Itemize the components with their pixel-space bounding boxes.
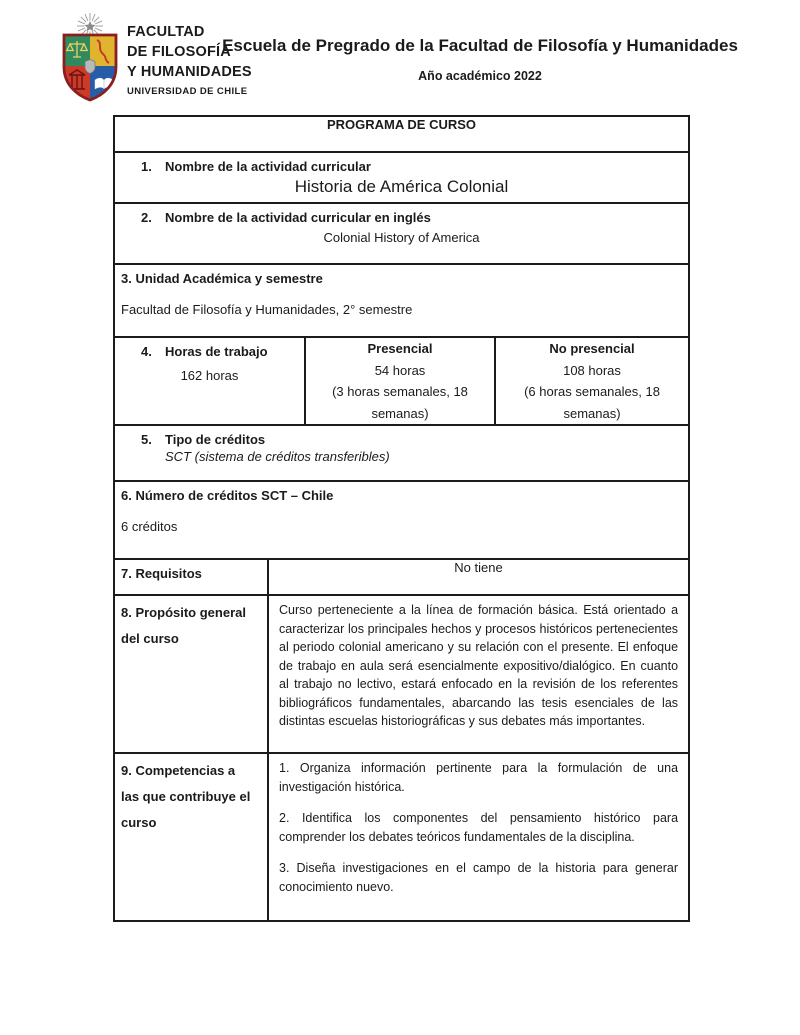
no-presencial-hours: 108 horas bbox=[563, 362, 621, 378]
competencia-item: 2. Identifica los componentes del pensamiento histórico para comprender los debates teóricos fundamentales de la disciplina. bbox=[279, 811, 679, 844]
course-name-heading bbox=[115, 159, 688, 174]
page-title: Escuela de Pregrado de la Facultad de Filosofía y Humanidades bbox=[222, 36, 738, 55]
document-titles bbox=[200, 36, 760, 83]
row-competencias bbox=[114, 753, 689, 921]
course-name-english-heading bbox=[115, 210, 688, 225]
university-name: UNIVERSIDAD DE CHILE bbox=[127, 86, 248, 97]
presencial-hours: 54 horas bbox=[374, 362, 426, 378]
credit-type-value: SCT (sistema de créditos transferibles) bbox=[165, 449, 390, 464]
course-name-label: Nombre de la actividad curricular bbox=[165, 159, 371, 174]
proposito-label: 8. Propósito general del curso bbox=[121, 605, 246, 646]
row-work-hours bbox=[114, 337, 689, 425]
row-credit-number bbox=[114, 481, 689, 559]
course-program-table bbox=[113, 115, 690, 922]
star-icon bbox=[85, 21, 96, 31]
competencias-list bbox=[269, 754, 688, 900]
requisitos-label: 7. Requisitos bbox=[121, 566, 202, 581]
presencial-label: Presencial bbox=[367, 341, 433, 356]
item-number: 5. bbox=[141, 432, 152, 447]
work-hours-total: 162 horas bbox=[180, 368, 239, 383]
course-name-english-label: Nombre de la actividad curricular en inglés bbox=[165, 210, 431, 225]
credit-type-label: Tipo de créditos bbox=[165, 432, 266, 447]
table-title-row bbox=[114, 116, 689, 152]
faculty-name-line3: Y HUMANIDADES bbox=[127, 64, 252, 80]
no-presencial-detail: (6 horas semanales, 18 semanas) bbox=[524, 384, 660, 421]
item-number: 2. bbox=[141, 210, 152, 225]
course-name-value: Historia de América Colonial bbox=[294, 177, 509, 196]
center-emblem-icon bbox=[85, 60, 95, 74]
faculty-name-line2: DE FILOSOFÍA bbox=[127, 44, 231, 60]
presencial-detail: (3 horas semanales, 18 semanas) bbox=[332, 384, 468, 421]
no-presencial-cell bbox=[495, 337, 689, 425]
course-name-english-value: Colonial History of America bbox=[323, 230, 480, 245]
academic-year: Año académico 2022 bbox=[418, 69, 542, 83]
item-number: 1. bbox=[141, 159, 152, 174]
requisitos-value: No tiene bbox=[268, 559, 689, 595]
row-course-name bbox=[114, 152, 689, 203]
table-title: PROGRAMA DE CURSO bbox=[114, 116, 689, 152]
academic-unit-label: 3. Unidad Académica y semestre bbox=[121, 271, 323, 286]
proposito-text: Curso perteneciente a la línea de formación básica. Está orientado a caracterizar los principales hechos y procesos históricos pertenecientes al periodo colonial americano y su relación con el presente. El enfoque de trabajo en aula será esencialmente expositivo/dialógico. En cuanto al trabajo no lectivo, estará enfocado en la revisión de los referentes bibliográficos fundamentales, abarcando las tesis esenciales de las distintas escuelas historiográficas y sus debates más importantes. bbox=[279, 603, 679, 728]
shield-icon bbox=[64, 35, 116, 100]
credit-type-heading bbox=[115, 432, 688, 447]
credit-number-value: 6 créditos bbox=[121, 519, 178, 534]
work-hours-label: Horas de trabajo bbox=[165, 344, 268, 359]
work-hours-heading bbox=[115, 344, 304, 359]
row-academic-unit bbox=[114, 264, 689, 337]
row-proposito bbox=[114, 595, 689, 753]
row-requisitos bbox=[114, 559, 689, 595]
credit-number-label: 6. Número de créditos SCT – Chile bbox=[121, 488, 334, 503]
competencia-item: 1. Organiza información pertinente para la formulación de una investigación histórica. bbox=[279, 761, 679, 794]
university-crest-icon bbox=[54, 12, 126, 106]
academic-unit-value: Facultad de Filosofía y Humanidades, 2° semestre bbox=[121, 302, 413, 317]
competencias-label: 9. Competencias a las que contribuye el curso bbox=[121, 763, 251, 830]
faculty-name-line1: FACULTAD bbox=[127, 24, 205, 40]
row-course-name-english bbox=[114, 203, 689, 264]
no-presencial-label: No presencial bbox=[549, 341, 635, 356]
presencial-cell bbox=[305, 337, 495, 425]
item-number: 4. bbox=[141, 344, 152, 359]
competencia-item: 3. Diseña investigaciones en el campo de la historia para generar conocimiento nuevo. bbox=[279, 861, 679, 894]
row-credit-type bbox=[114, 425, 689, 481]
